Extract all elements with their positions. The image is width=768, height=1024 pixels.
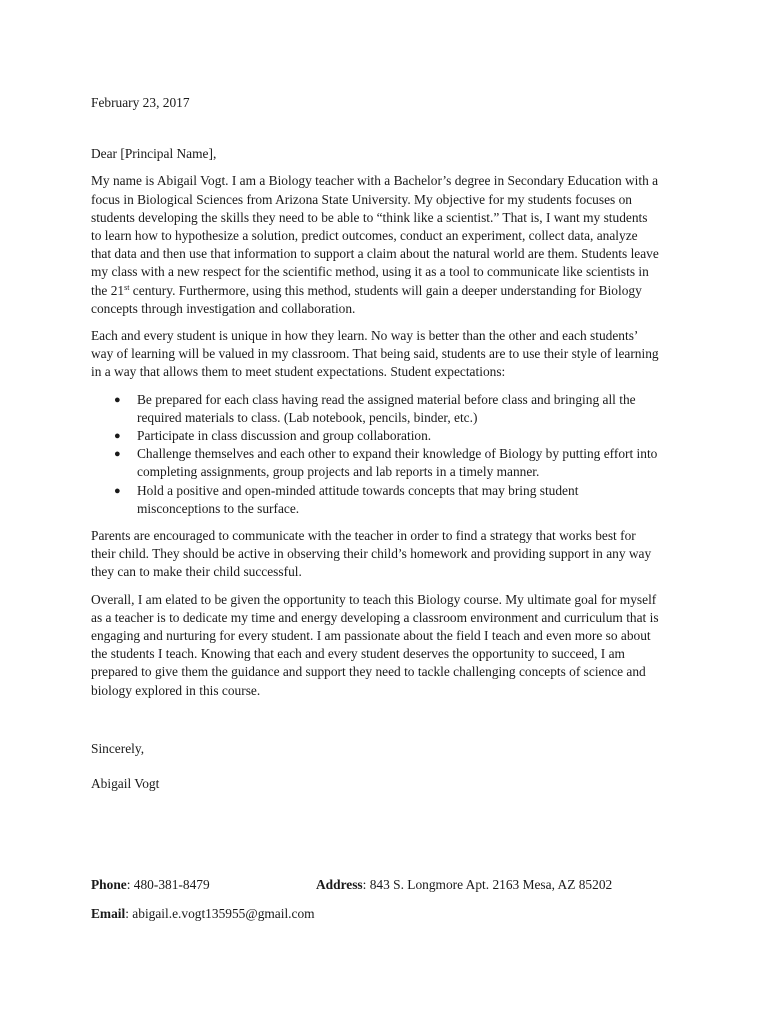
contact-block [91, 876, 691, 923]
address-value: : 843 S. Longmore Apt. 2163 Mesa, AZ 85202 [362, 877, 613, 892]
phone-value: : 480-381-8479 [126, 877, 210, 892]
letter-body [91, 94, 661, 793]
closing-paragraph: Overall, I am elated to be given the opportunity to teach this Biology course. My ultimate goal for myself as a teacher is to dedicate my time and energy developing a classroom environment and curriculum that is engaging and nurturing for every student. I am passionate about the field I teach and even more so about the students I teach. Knowing that each and every student deserves the opportunity to succeed, I am prepared to give them the guidance and support they need to tackle challenging concepts of science and biology explored in this course. [91, 591, 659, 698]
expectation-item [114, 445, 661, 481]
address-entry [316, 876, 612, 894]
parents-paragraph: Parents are encouraged to communicate with the teacher in order to find a strategy that works best for their child. They should be active in observing their child’s homework and providing support in any way they can to make their child successful. [91, 528, 652, 580]
expectation-item [114, 427, 661, 445]
letter-date: February 23, 2017 [91, 95, 190, 110]
bullet-icon: ● [114, 393, 121, 406]
bullet-icon: ● [114, 484, 121, 497]
phone-label: Phone [91, 877, 127, 892]
expectations-list [91, 391, 661, 518]
salutation: Dear [Principal Name], [91, 146, 217, 162]
expectation-text: Be prepared for each class having read the assigned material before class and bringing all the required materials to class. (Lab notebook, pencils, binder, etc.) [137, 391, 636, 425]
intro-paragraph [91, 172, 661, 318]
contact-row-email [91, 905, 691, 923]
email-value: : abigail.e.vogt135955@gmail.com [125, 906, 315, 921]
expectation-text: Challenge themselves and each other to expand their knowledge of Biology by putting effort into completing assignments, group projects and lab reports in a timely manner. [137, 446, 658, 480]
intro-paragraph-text: My name is Abigail Vogt. I am a Biology teacher with a Bachelor’s degree in Secondary Education with a focus in Biological Sciences from Arizona State University. My objective for my students focuses on students developing the skills they need to be able to “think like a scientist.” That is, I want my students to learn how to hypothesize a solution, predict outcomes, conduct an experiment, collect data, analyze that data and then use that information to support a claim about the natural world are them. Students leave my class with a new respect for the scientific method, using it as a tool to communicate like scientists in the 21 [91, 173, 659, 298]
email-label: Email [91, 906, 126, 921]
bullet-icon: ● [114, 448, 121, 461]
closing-line: Sincerely, [91, 740, 145, 756]
expectation-item [114, 482, 661, 518]
expectation-text: Hold a positive and open-minded attitude towards concepts that may bring student misconceptions to the surface. [137, 482, 579, 516]
expectation-text: Participate in class discussion and group collaboration. [137, 428, 432, 444]
phone-entry [91, 877, 210, 892]
contact-row-phone-address [91, 876, 691, 894]
learning-paragraph: Each and every student is unique in how they learn. No way is better than the other and each students’ way of learning will be valued in my classroom. That being said, students are to use their style of learning in a way that allows them to meet student expectations. Student expectations: [91, 328, 659, 380]
signature-name: Abigail Vogt [91, 776, 160, 792]
intro-paragraph-text-end: century. Furthermore, using this method, students will gain a deeper understanding for Biology concepts through investigation and collaboration. [91, 282, 642, 316]
address-label: Address [316, 877, 363, 892]
ordinal-superscript: st [124, 282, 130, 292]
bullet-icon: ● [114, 430, 121, 443]
expectation-item [114, 391, 661, 427]
